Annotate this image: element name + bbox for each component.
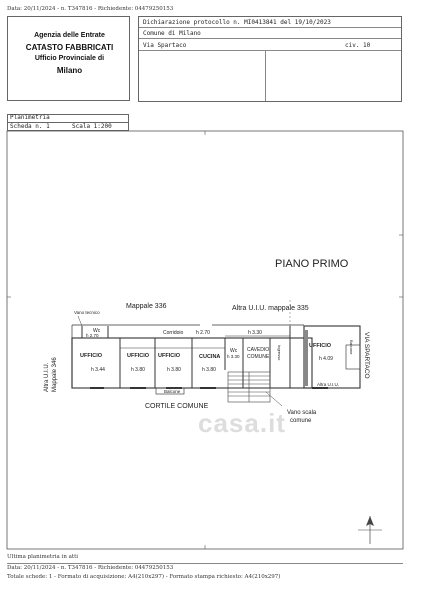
- hatched-wall: [304, 330, 308, 386]
- scheda-label: Scheda n. 1: [10, 123, 50, 130]
- balcone-left-label: Balcone: [164, 389, 181, 394]
- north-arrow-icon: [358, 516, 382, 544]
- planimetria-label: Planimetria: [10, 114, 50, 121]
- cortile-comune-label: CORTILE COMUNE: [145, 403, 209, 410]
- mappale-top-label: Mappale 336: [126, 303, 167, 310]
- scale-label: Scala 1:200: [72, 123, 112, 130]
- left-side-label-1: Altra U.I.U.: [44, 362, 50, 392]
- ufficio4-height: h 4.09: [319, 356, 333, 362]
- leader-line: [266, 392, 282, 406]
- stair-steps: [228, 372, 270, 402]
- cucina-height: h 3.80: [202, 367, 216, 373]
- ufficio-city: Milano: [56, 66, 83, 75]
- wc1-label: Wc: [93, 328, 101, 334]
- comune-field: Comune di Milano: [143, 30, 201, 37]
- civic-number: civ. 10: [345, 42, 371, 49]
- footer-divider: [7, 563, 403, 564]
- vano-scala-label-2: comune: [290, 418, 312, 424]
- ufficio-label: Ufficio Provinciale di: [34, 55, 105, 62]
- balcone-right-label: Balcone: [349, 340, 354, 355]
- ufficio3-height: h 3.80: [167, 367, 181, 373]
- footer-ultima: Ultima planimetria in atti: [7, 554, 79, 560]
- ufficio2-label: UFFICIO: [127, 353, 149, 359]
- altra-uiu-right-label: Altra U.I.U.: [317, 382, 340, 387]
- catasto-title: CATASTO FABBRICATI: [25, 43, 114, 52]
- footer-request-line: Data: 20/11/2024 - n. T347816 - Richiedente: 04479250153: [7, 565, 174, 571]
- vano-scala-label-1: Vano scala: [287, 410, 317, 416]
- ufficio4-label: UFFICIO: [309, 343, 331, 349]
- header-request-line: Data: 20/11/2024 - n. T347816 - Richiedente: 04479250153: [7, 6, 174, 12]
- floor-title: PIANO PRIMO: [275, 258, 349, 270]
- cavedio-label-2: COMUNE: [247, 354, 270, 360]
- declaration-number: Dichiarazione protocollo n. MI0413841 del 19/10/2023: [143, 19, 331, 26]
- wc2-label: Wc: [230, 348, 238, 354]
- leader-line: [78, 316, 82, 326]
- footer-formats-line: Totale schede: 1 - Formato di acquisizione: A4(210x297) - Formato stampa richiesto: A4(210x297): [7, 574, 281, 580]
- agency-name: Agenzia delle Entrate: [34, 32, 105, 39]
- watermark: casa.it: [198, 408, 286, 438]
- wc1-height: h 2.70: [86, 333, 99, 338]
- altra-uiu-top-label: Altra U.I.U. mappale 335: [232, 305, 309, 312]
- vano-tecnico-label: Vano tecnico: [74, 310, 100, 315]
- ufficio1-label: UFFICIO: [80, 353, 102, 359]
- cucina-label: CUCINA: [199, 354, 221, 360]
- via-spartaco-side-label: VIA SPARTACO: [363, 332, 370, 379]
- address-field: Via Spartaco: [143, 42, 187, 49]
- ufficio3-label: UFFICIO: [158, 353, 180, 359]
- ufficio1-height: h 3.44: [91, 367, 105, 373]
- corridoio-height: h 2.70: [196, 330, 210, 336]
- h330-label: h 3.30: [248, 330, 262, 336]
- ingresso-label: Ingresso: [277, 345, 282, 361]
- ufficio2-height: h 3.80: [131, 367, 145, 373]
- wc2-height: h 3.30: [227, 354, 240, 359]
- drawing-frame: [7, 131, 403, 549]
- left-side-label-2: Mappale 346: [52, 357, 58, 392]
- corridoio-label: Corridoio: [163, 330, 184, 336]
- cavedio-label-1: CAVEDIO: [247, 347, 270, 353]
